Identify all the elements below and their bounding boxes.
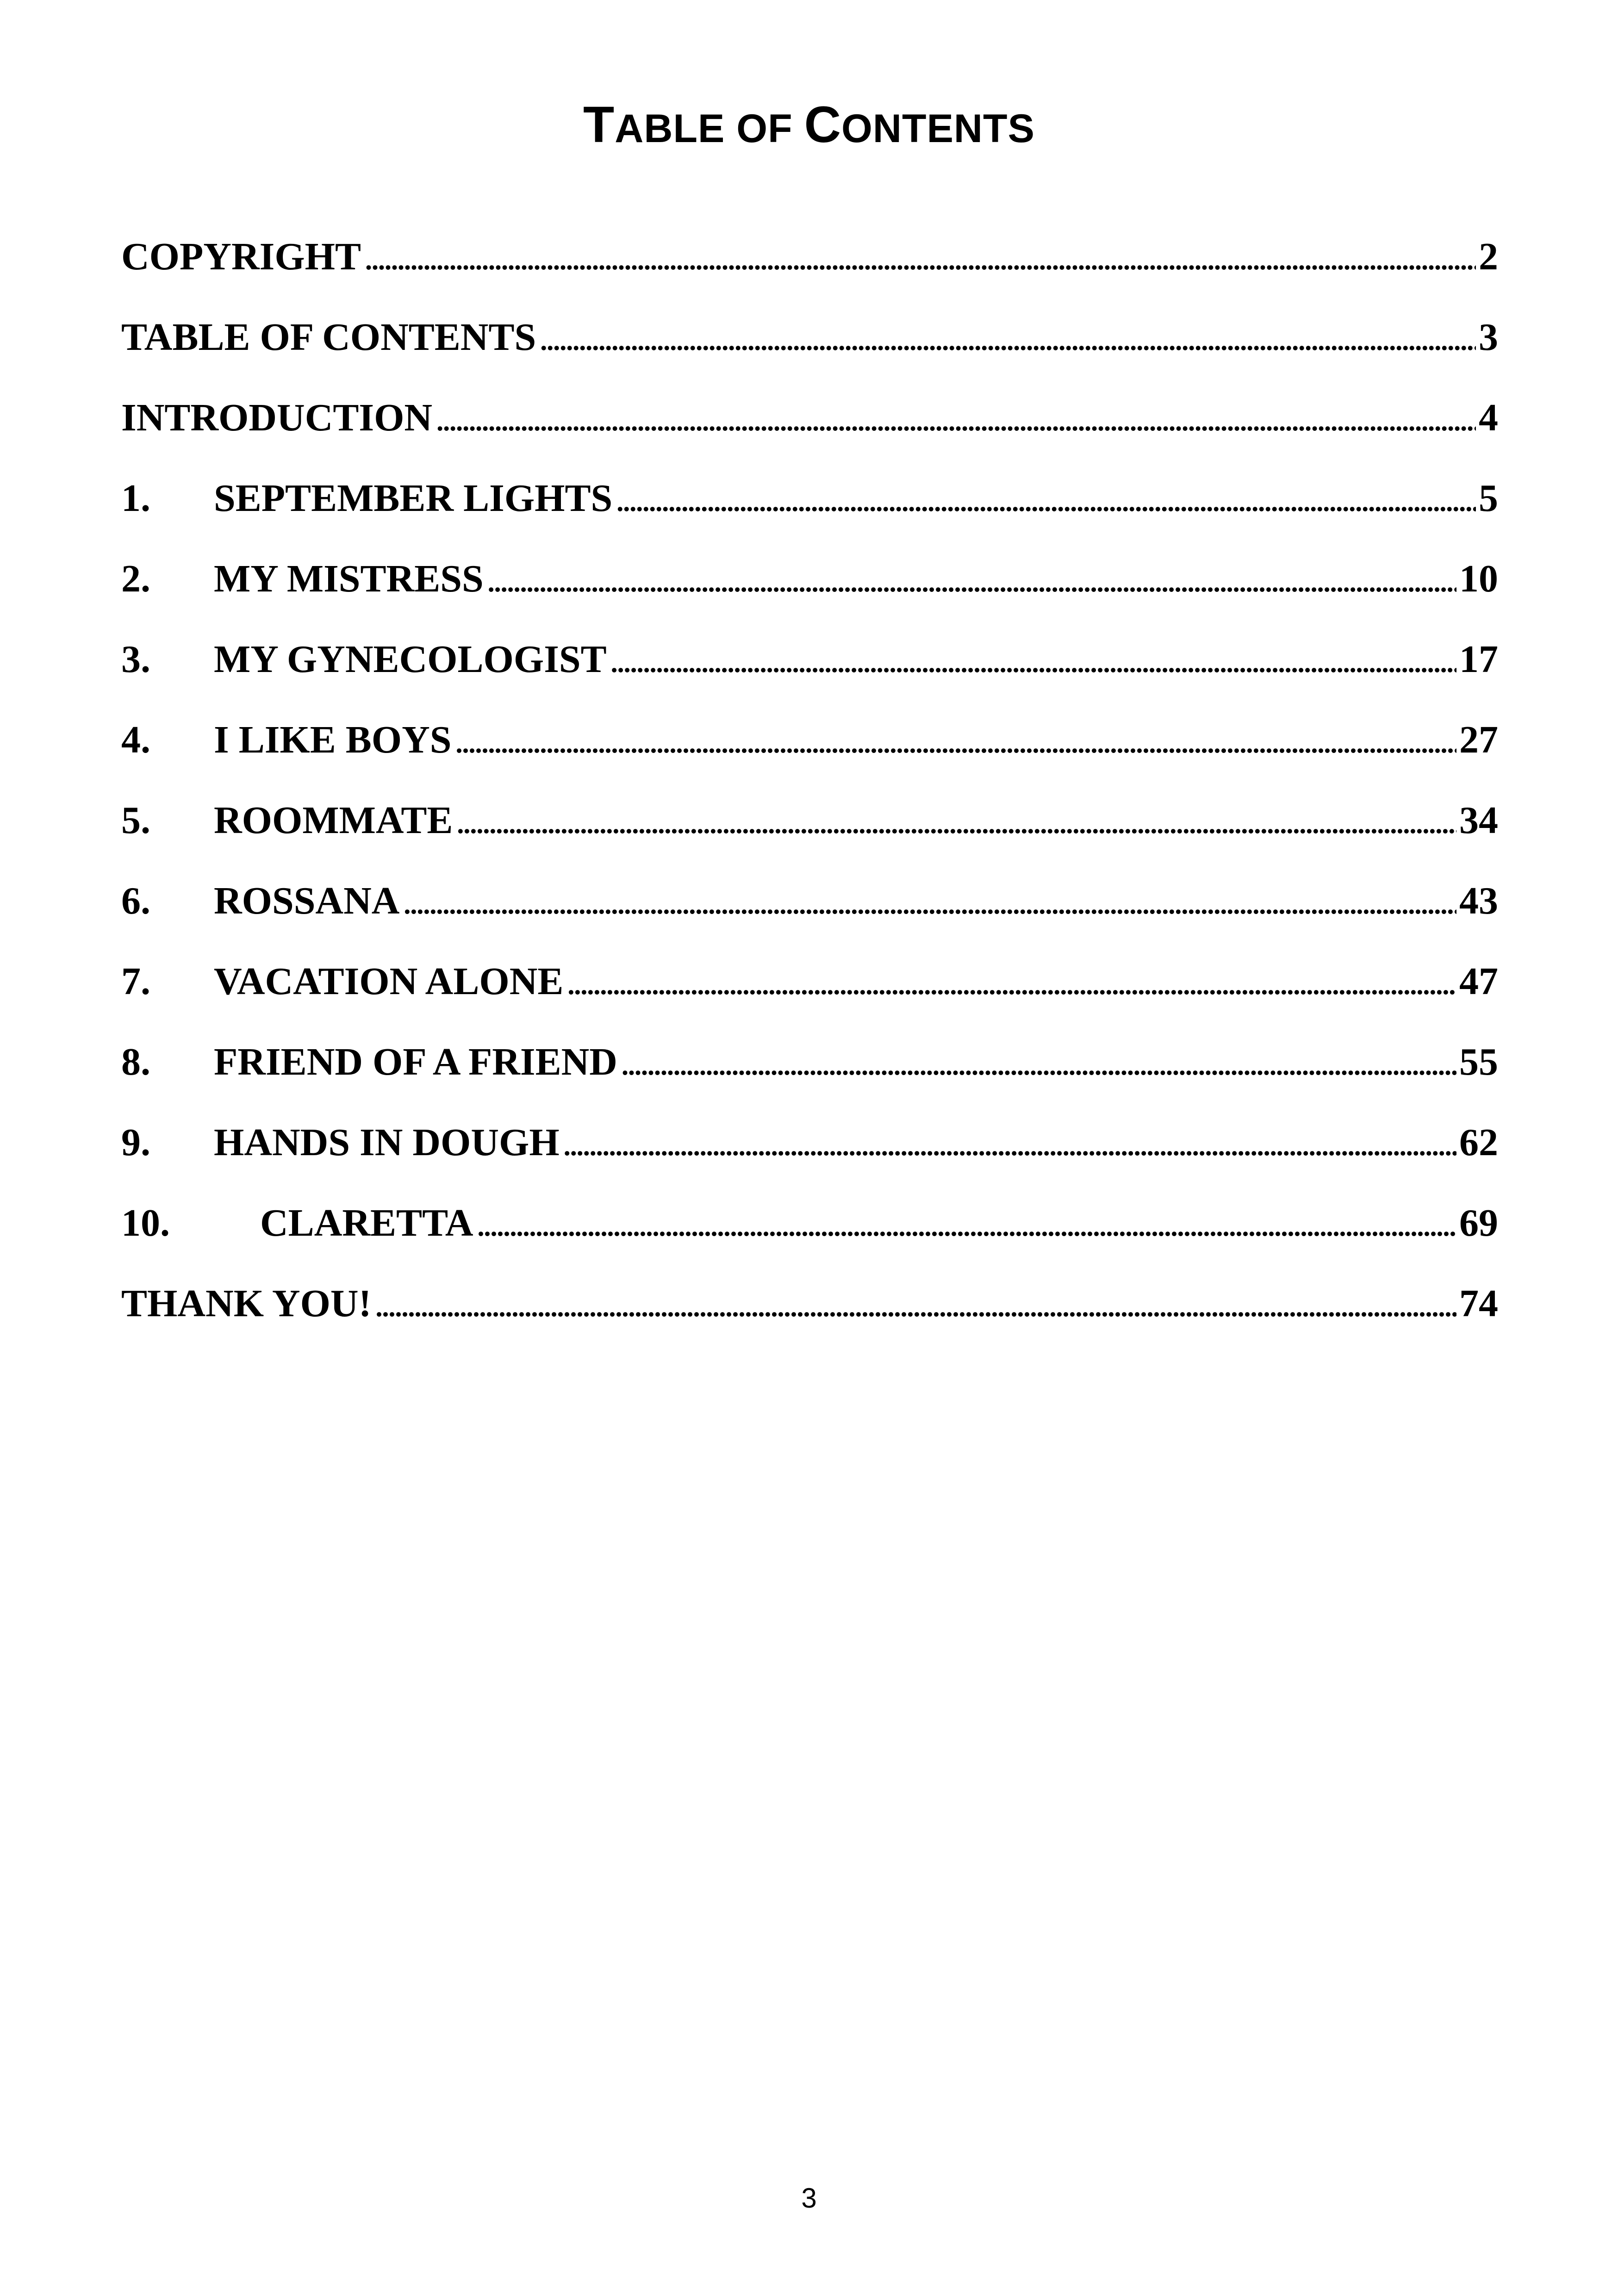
toc-entry-number: 7.	[121, 960, 150, 1003]
toc-entry-copyright[interactable]	[121, 231, 1498, 312]
title-initial: T	[583, 96, 615, 153]
toc-dot-leader	[455, 795, 1456, 846]
toc-entry-chapter-8[interactable]	[121, 1037, 1498, 1117]
toc-entry-chapter-7[interactable]	[121, 956, 1498, 1037]
toc-entry-label: TABLE OF CONTENTS	[121, 316, 536, 359]
toc-entry-number: 9.	[121, 1121, 150, 1164]
toc-dot-leader	[476, 1198, 1456, 1249]
toc-entry-label: FRIEND OF A FRIEND	[214, 1040, 617, 1083]
toc-entry-label: COPYRIGHT	[121, 235, 361, 278]
toc-entry-page: 17	[1459, 638, 1498, 681]
title-text: ABLE OF	[615, 106, 804, 151]
toc-entry-label: ROSSANA	[214, 879, 400, 922]
toc-entry-page: 74	[1459, 1282, 1498, 1325]
toc-dot-leader	[620, 1037, 1456, 1088]
toc-entry-page: 62	[1459, 1121, 1498, 1164]
toc-entry-page: 55	[1459, 1040, 1498, 1083]
toc-entry-chapter-4[interactable]	[121, 715, 1498, 795]
toc-dot-leader	[454, 715, 1456, 765]
toc-dot-leader	[486, 554, 1456, 604]
toc-entry-number: 3.	[121, 638, 150, 681]
title-initial: C	[804, 96, 842, 153]
toc-dot-leader	[374, 1278, 1456, 1329]
toc-entry-chapter-5[interactable]	[121, 795, 1498, 876]
toc-entry-page: 27	[1459, 718, 1498, 761]
toc-entry-label: HANDS IN DOUGH	[214, 1121, 560, 1164]
toc-entry-chapter-1[interactable]	[121, 473, 1498, 554]
toc-entry-label: CLARETTA	[260, 1201, 473, 1244]
toc-entry-label: MY MISTRESS	[214, 557, 484, 600]
toc-list	[121, 231, 1498, 1359]
toc-entry-page: 5	[1479, 477, 1498, 520]
toc-entry-label: THANK YOU!	[121, 1282, 372, 1325]
toc-entry-label: I LIKE BOYS	[214, 718, 452, 761]
toc-entry-label: SEPTEMBER LIGHTS	[214, 477, 613, 520]
toc-entry-page: 10	[1459, 557, 1498, 600]
toc-entry-chapter-3[interactable]	[121, 634, 1498, 715]
toc-entry-label: ROOMMATE	[214, 799, 453, 842]
toc-entry-page: 3	[1479, 316, 1498, 359]
toc-dot-leader	[610, 634, 1456, 685]
toc-dot-leader	[435, 392, 1476, 443]
toc-entry-chapter-2[interactable]	[121, 554, 1498, 634]
toc-dot-leader	[615, 473, 1476, 524]
page-number: 3	[801, 2183, 817, 2214]
toc-entry-label: VACATION ALONE	[214, 960, 564, 1003]
toc-dot-leader	[539, 312, 1476, 363]
toc-entry-number: 8.	[121, 1040, 150, 1083]
toc-entry-number: 6.	[121, 879, 150, 922]
toc-entry-number: 4.	[121, 718, 150, 761]
toc-dot-leader	[402, 876, 1456, 927]
toc-dot-leader	[364, 231, 1476, 282]
page-title	[0, 96, 1618, 153]
toc-entry-page: 4	[1479, 396, 1498, 439]
toc-dot-leader	[562, 1117, 1456, 1168]
toc-entry-page: 69	[1459, 1201, 1498, 1244]
toc-entry-chapter-10[interactable]	[121, 1198, 1498, 1278]
toc-dot-leader	[566, 956, 1456, 1007]
toc-entry-introduction[interactable]	[121, 392, 1498, 473]
toc-entry-page: 43	[1459, 879, 1498, 922]
toc-entry-chapter-6[interactable]	[121, 876, 1498, 956]
toc-entry-number: 10.	[121, 1201, 170, 1244]
toc-entry-chapter-9[interactable]	[121, 1117, 1498, 1198]
toc-entry-number: 5.	[121, 799, 150, 842]
toc-entry-number: 1.	[121, 477, 150, 520]
toc-entry-page: 2	[1479, 235, 1498, 278]
toc-entry-page: 47	[1459, 960, 1498, 1003]
toc-entry-label: INTRODUCTION	[121, 396, 433, 439]
toc-entry-thank-you[interactable]	[121, 1278, 1498, 1359]
toc-entry-number: 2.	[121, 557, 150, 600]
toc-entry-page: 34	[1459, 799, 1498, 842]
toc-entry-label: MY GYNECOLOGIST	[214, 638, 607, 681]
toc-entry-table-of-contents[interactable]	[121, 312, 1498, 392]
title-text: ONTENTS	[841, 106, 1035, 151]
